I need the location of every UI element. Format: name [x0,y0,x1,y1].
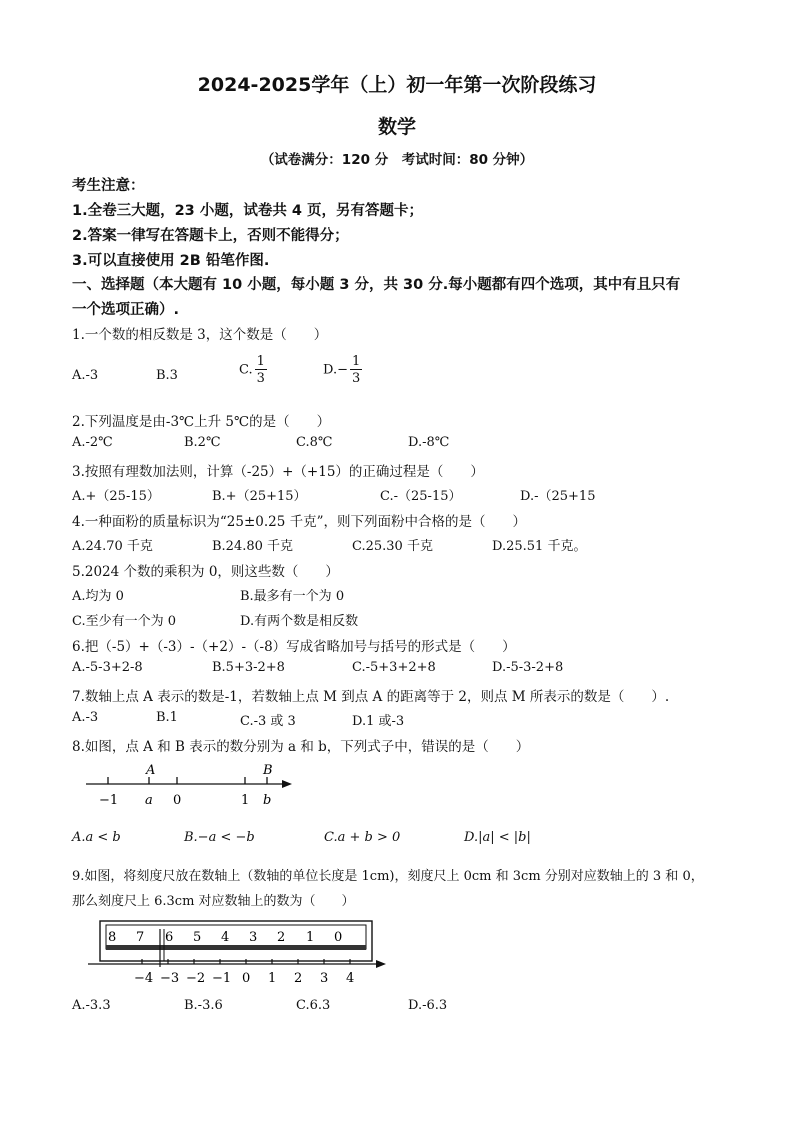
axis-label: −2 [186,971,206,986]
question-1-stem: 1.一个数的相反数是 3，这个数是（ ） [72,327,328,343]
axis-label: −4 [134,971,154,986]
ruler-label: 3 [249,930,258,945]
q1-option-d [323,355,362,385]
fraction-numerator: 1 [351,354,361,369]
fraction-numerator: 1 [256,354,265,369]
q3-option-b: B.+（25+15） [212,489,307,504]
q9-option-a: A.-3.3 [72,998,111,1013]
exam-title: 2024-2025学年（上）初一年第一次阶段练习 [197,74,597,96]
ruler-label: 6 [165,930,174,945]
axis-label: −3 [160,971,180,986]
point-label-a: A [146,763,156,778]
note-item: 3.可以直接使用 2B 铅笔作图. [72,253,270,269]
q2-option-d: D.-8℃ [408,435,450,450]
tick-label: −1 [99,793,119,808]
q5-option-c: C.至少有一个为 0 [72,614,177,629]
question-8-stem: 8.如图，点 A 和 B 表示的数分别为 a 和 b，下列式子中，错误的是（ ） [72,739,530,755]
question-5-stem: 5.2024 个数的乘积为 0，则这些数（ ） [72,564,339,580]
question-9-stem: 9.如图，将刻度尺放在数轴上（数轴的单位长度是 1cm)，刻度尺上 0cm 和 3cm 分别对应数轴上的 3 和 0， [72,869,704,884]
q1-option-b: B.3 [156,368,178,383]
question-7-stem: 7.数轴上点 A 表示的数是-1，若数轴上点 M 到点 A 的距离等于 2，则点 M 所表示的数是（ ）. [72,689,670,705]
q9-option-c: C.6.3 [296,998,331,1013]
q3-option-d: D.-（25+15 [520,489,596,504]
fraction-denominator: 3 [256,371,265,386]
q5-option-b: B.最多有一个为 0 [240,589,345,604]
axis-label: 0 [242,971,251,986]
axis-label: 1 [268,971,277,986]
tick-label: b [263,793,272,808]
note-item: 2.答案一律写在答题卡上，否则不能得分； [72,228,349,244]
q3-option-c: C.-（25-15） [380,489,462,504]
q3-option-a: A.+（25-15） [72,489,160,504]
question-4-stem: 4.一种面粉的质量标识为“25±0.25 千克”，则下列面粉中合格的是（ ） [72,514,527,530]
point-label-b: B [263,763,273,778]
q8-number-line-figure [80,760,300,835]
q5-option-d: D.有两个数是相反数 [240,614,359,629]
ruler-label: 7 [136,930,145,945]
fraction [350,355,362,385]
tick-label: a [145,793,153,808]
q9-option-d: D.-6.3 [408,998,448,1013]
q9-ruler-figure [80,915,400,987]
question-3-stem: 3.按照有理数加法则，计算（-25）+（+15）的正确过程是（ ） [72,464,484,480]
question-9-stem-cont: 那么刻度尺上 6.3cm 对应数轴上的数为（ ） [72,894,355,909]
q4-option-b: B.24.80 千克 [212,539,294,554]
axis-arrow [376,960,386,968]
section-heading: 一、选择题（本大题有 10 小题，每小题 3 分，共 30 分.每小题都有四个选项，其中有且只有 [72,277,681,293]
q7-option-a: A.-3 [72,710,99,725]
q2-option-a: A.-2℃ [72,435,113,450]
q1-option-d-prefix: D.− [323,362,348,378]
ruler-label: 1 [306,930,315,945]
q4-option-d: D.25.51 千克。 [492,539,587,554]
ruler-scale-band [106,945,366,950]
q1-option-c [239,355,267,385]
q9-option-b: B.-3.6 [184,998,223,1013]
fraction [255,355,267,385]
q6-option-a: A.-5-3+2-8 [72,660,143,675]
q2-option-b: B.2℃ [184,435,221,450]
note-item: 1.全卷三大题，23 小题，试卷共 4 页，另有答题卡； [72,203,424,219]
ruler-label: 2 [277,930,286,945]
q8-option-b: B.−a < −b [184,830,255,845]
exam-meta: （试卷满分：120 分 考试时间：80 分钟） [260,152,534,168]
q5-option-a: A.均为 0 [72,589,124,604]
question-6-stem: 6.把（-5）+（-3）-（+2）-（-8）写成省略加号与括号的形式是（ ） [72,639,516,655]
ruler-label: 4 [221,930,230,945]
axis-label: 4 [346,971,355,986]
axis-arrow [282,780,292,788]
q6-option-d: D.-5-3-2+8 [492,660,564,675]
q7-option-d: D.1 或-3 [352,714,405,729]
q7-option-b: B.1 [156,710,178,725]
q8-option-a: A.a < b [72,830,121,845]
ruler-label: 5 [193,930,202,945]
ruler-label: 8 [108,930,117,945]
q6-option-c: C.-5+3+2+8 [352,660,436,675]
axis-label: 3 [320,971,329,986]
q1-option-a: A.-3 [72,368,99,383]
q2-option-c: C.8℃ [296,435,333,450]
q4-option-a: A.24.70 千克 [72,539,153,554]
section-heading-cont: 一个选项正确）. [72,302,180,318]
q7-option-c: C.-3 或 3 [240,714,296,729]
question-2-stem: 2.下列温度是由-3℃上升 5℃的是（ ） [72,414,331,430]
tick-label: 0 [173,793,182,808]
tick-label: 1 [241,793,250,808]
exam-subject: 数学 [377,116,416,138]
q6-option-b: B.5+3-2+8 [212,660,285,675]
axis-label: −1 [212,971,232,986]
fraction-denominator: 3 [351,371,361,386]
q8-option-c: C.a + b > 0 [324,830,401,845]
axis-label: 2 [294,971,303,986]
q4-option-c: C.25.30 千克 [352,539,433,554]
q1-option-c-prefix: C. [239,362,253,378]
q8-option-d: D.|a| < |b| [464,830,531,845]
ruler-label: 0 [334,930,343,945]
notes-heading: 考生注意： [72,178,145,194]
